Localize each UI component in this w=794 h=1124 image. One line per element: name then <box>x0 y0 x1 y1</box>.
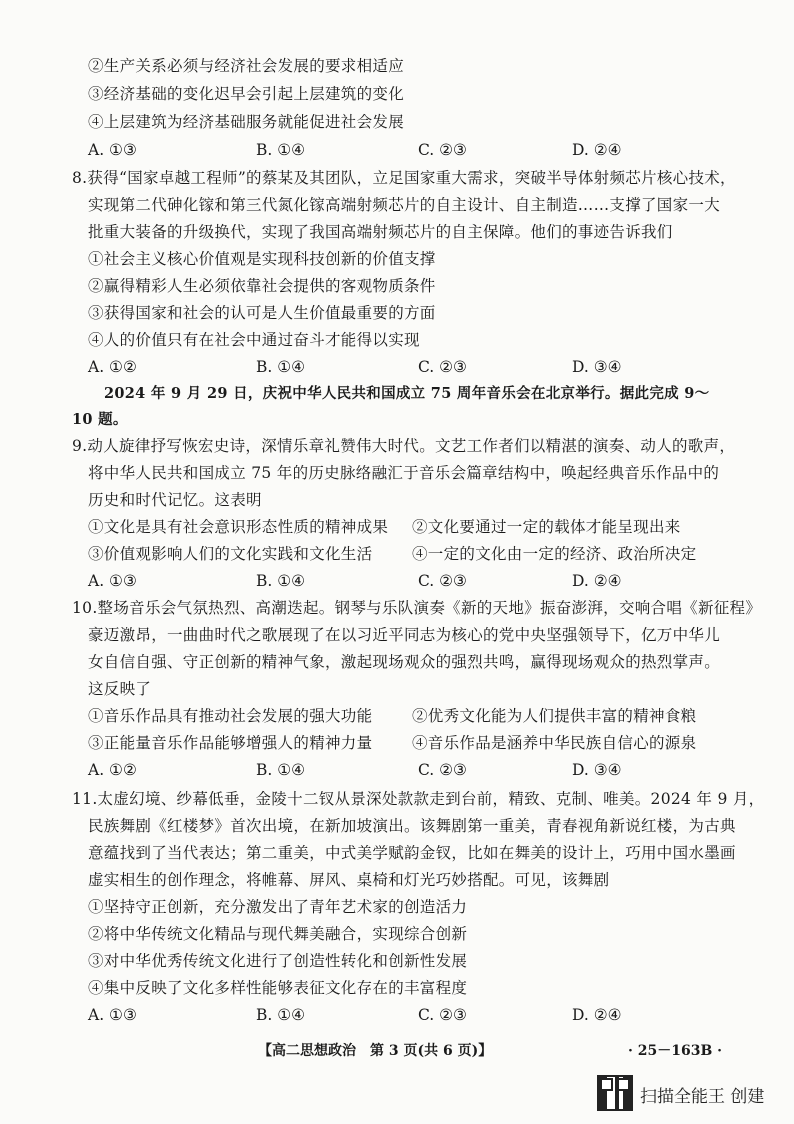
q9-stem-line-1: 9.动人旋律抒写恢宏史诗，深情乐章礼赞伟大时代。文艺工作者们以精湛的演奏、动人的歌声， <box>72 437 736 455</box>
q10-option-b: B. ①④ <box>256 761 306 779</box>
q11-stem-line-2: 民族舞剧《红楼梦》首次出境，在新加坡演出。该舞剧第一重美，青春视角新说红楼，为古典 <box>88 817 736 835</box>
q9-stem-line-2: 将中华人民共和国成立 75 年的历史脉络融汇于音乐会篇章结构中，唤起经典音乐作品中的 <box>88 464 720 482</box>
page-footer: 【高二思想政治 第 3 页(共 6 页)】 <box>258 1043 493 1059</box>
q7-option-d: D. ②④ <box>572 141 622 159</box>
q10-item-4: ④音乐作品是涵养中华民族自信心的源泉 <box>412 734 697 752</box>
q10-option-c: C. ②③ <box>418 761 467 779</box>
q9-item-3: ③价值观影响人们的文化实践和文化生活 <box>88 545 373 563</box>
q8-stem-line-1: 8.获得“国家卓越工程师”的蔡某及其团队，立足国家重大需求，突破半导体射频芯片核心技术， <box>72 169 736 187</box>
q8-option-d: D. ③④ <box>572 358 622 376</box>
q11-stem-line-1: 11.太虚幻境、纱幕低垂，金陵十二钗从景深处款款走到台前，精致、克制、唯美。2024 年 9 月， <box>72 790 765 808</box>
q10-stem-line-2: 豪迈激昂，一曲曲时代之歌展现了在以习近平同志为核心的党中央坚强领导下，亿万中华儿 <box>88 626 721 644</box>
q8-item-4: ④人的价值只有在社会中通过奋斗才能得以实现 <box>88 331 420 349</box>
q11-stem-line-3: 意蕴找到了当代表达；第二重美，中式美学赋韵金钗，比如在舞美的设计上，巧用中国水墨画 <box>88 844 736 862</box>
page-code: · 25－163B · <box>628 1043 723 1059</box>
q8-stem-line-3: 批重大装备的升级换代，实现了我国高端射频芯片的自主保障。他们的事迹告诉我们 <box>88 223 673 241</box>
q10-stem-line-4: 这反映了 <box>88 680 152 698</box>
q10-item-2: ②优秀文化能为人们提供丰富的精神食粮 <box>412 707 697 725</box>
q9-option-a: A. ①③ <box>88 572 137 590</box>
q11-option-b: B. ①④ <box>256 1006 306 1024</box>
q10-stem-line-1: 10.整场音乐会气氛热烈、高潮迭起。钢琴与乐队演奏《新的天地》振奋澎湃，交响合唱《新征程》 <box>72 599 762 617</box>
q11-item-1: ①坚持守正创新，充分激发出了青年艺术家的创造活力 <box>88 898 468 916</box>
q9-item-2: ②文化要通过一定的载体才能呈现出来 <box>412 518 681 536</box>
q11-option-a: A. ①③ <box>88 1006 137 1024</box>
q9-option-b: B. ①④ <box>256 572 306 590</box>
q8-option-a: A. ①② <box>88 358 137 376</box>
q8-item-3: ③获得国家和社会的认可是人生价值最重要的方面 <box>88 304 436 322</box>
q8-option-c: C. ②③ <box>418 358 467 376</box>
q9-item-1: ①文化是具有社会意识形态性质的精神成果 <box>88 518 389 536</box>
q11-option-d: D. ②④ <box>572 1006 622 1024</box>
q8-option-b: B. ①④ <box>256 358 306 376</box>
q9-option-d: D. ②④ <box>572 572 622 590</box>
scanner-watermark: 扫描全能王 创建 <box>640 1087 765 1107</box>
q10-stem-line-3: 女自信自强、守正创新的精神气象，激起现场观众的强烈共鸣，赢得现场观众的热烈掌声。 <box>88 653 721 671</box>
q11-item-2: ②将中华传统文化精品与现代舞美融合，实现综合创新 <box>88 925 468 943</box>
q9-item-4: ④一定的文化由一定的经济、政治所决定 <box>412 545 697 563</box>
q7-option-c: C. ②③ <box>418 141 467 159</box>
q8-item-1: ①社会主义核心价值观是实现科技创新的价值支撑 <box>88 250 436 268</box>
q8-item-2: ②赢得精彩人生必须依靠社会提供的客观物质条件 <box>88 277 436 295</box>
q11-item-4: ④集中反映了文化多样性能够表征文化存在的丰富程度 <box>88 979 468 997</box>
q7-option-b: B. ①④ <box>256 141 306 159</box>
q10-item-3: ③正能量音乐作品能够增强人的精神力量 <box>88 734 373 752</box>
intro-line-1: 2024 年 9 月 29 日，庆祝中华人民共和国成立 75 周年音乐会在北京举行。据此完成 9～ <box>104 385 710 402</box>
q7-item-2: ②生产关系必须与经济社会发展的要求相适应 <box>88 57 405 75</box>
q10-option-d: D. ③④ <box>572 761 622 779</box>
q7-item-4: ④上层建筑为经济基础服务就能促进社会发展 <box>88 113 405 131</box>
q11-item-3: ③对中华优秀传统文化进行了创造性转化和创新性发展 <box>88 952 468 970</box>
q10-option-a: A. ①② <box>88 761 137 779</box>
q7-option-a: A. ①③ <box>88 141 137 159</box>
q8-stem-line-2: 实现第二代砷化镓和第三代氮化镓高端射频芯片的自主设计、自主制造……支撑了国家一大 <box>88 196 721 214</box>
q9-stem-line-3: 历史和时代记忆。这表明 <box>88 491 262 509</box>
q10-item-1: ①音乐作品具有推动社会发展的强大功能 <box>88 707 373 725</box>
q11-option-c: C. ②③ <box>418 1006 467 1024</box>
qr-code-icon <box>597 1075 633 1111</box>
q7-item-3: ③经济基础的变化迟早会引起上层建筑的变化 <box>88 85 405 103</box>
q11-stem-line-4: 虚实相生的创作理念，将帷幕、屏风、桌椅和灯光巧妙搭配。可见，该舞剧 <box>88 871 610 889</box>
q9-option-c: C. ②③ <box>418 572 467 590</box>
intro-line-2: 10 题。 <box>72 411 128 428</box>
